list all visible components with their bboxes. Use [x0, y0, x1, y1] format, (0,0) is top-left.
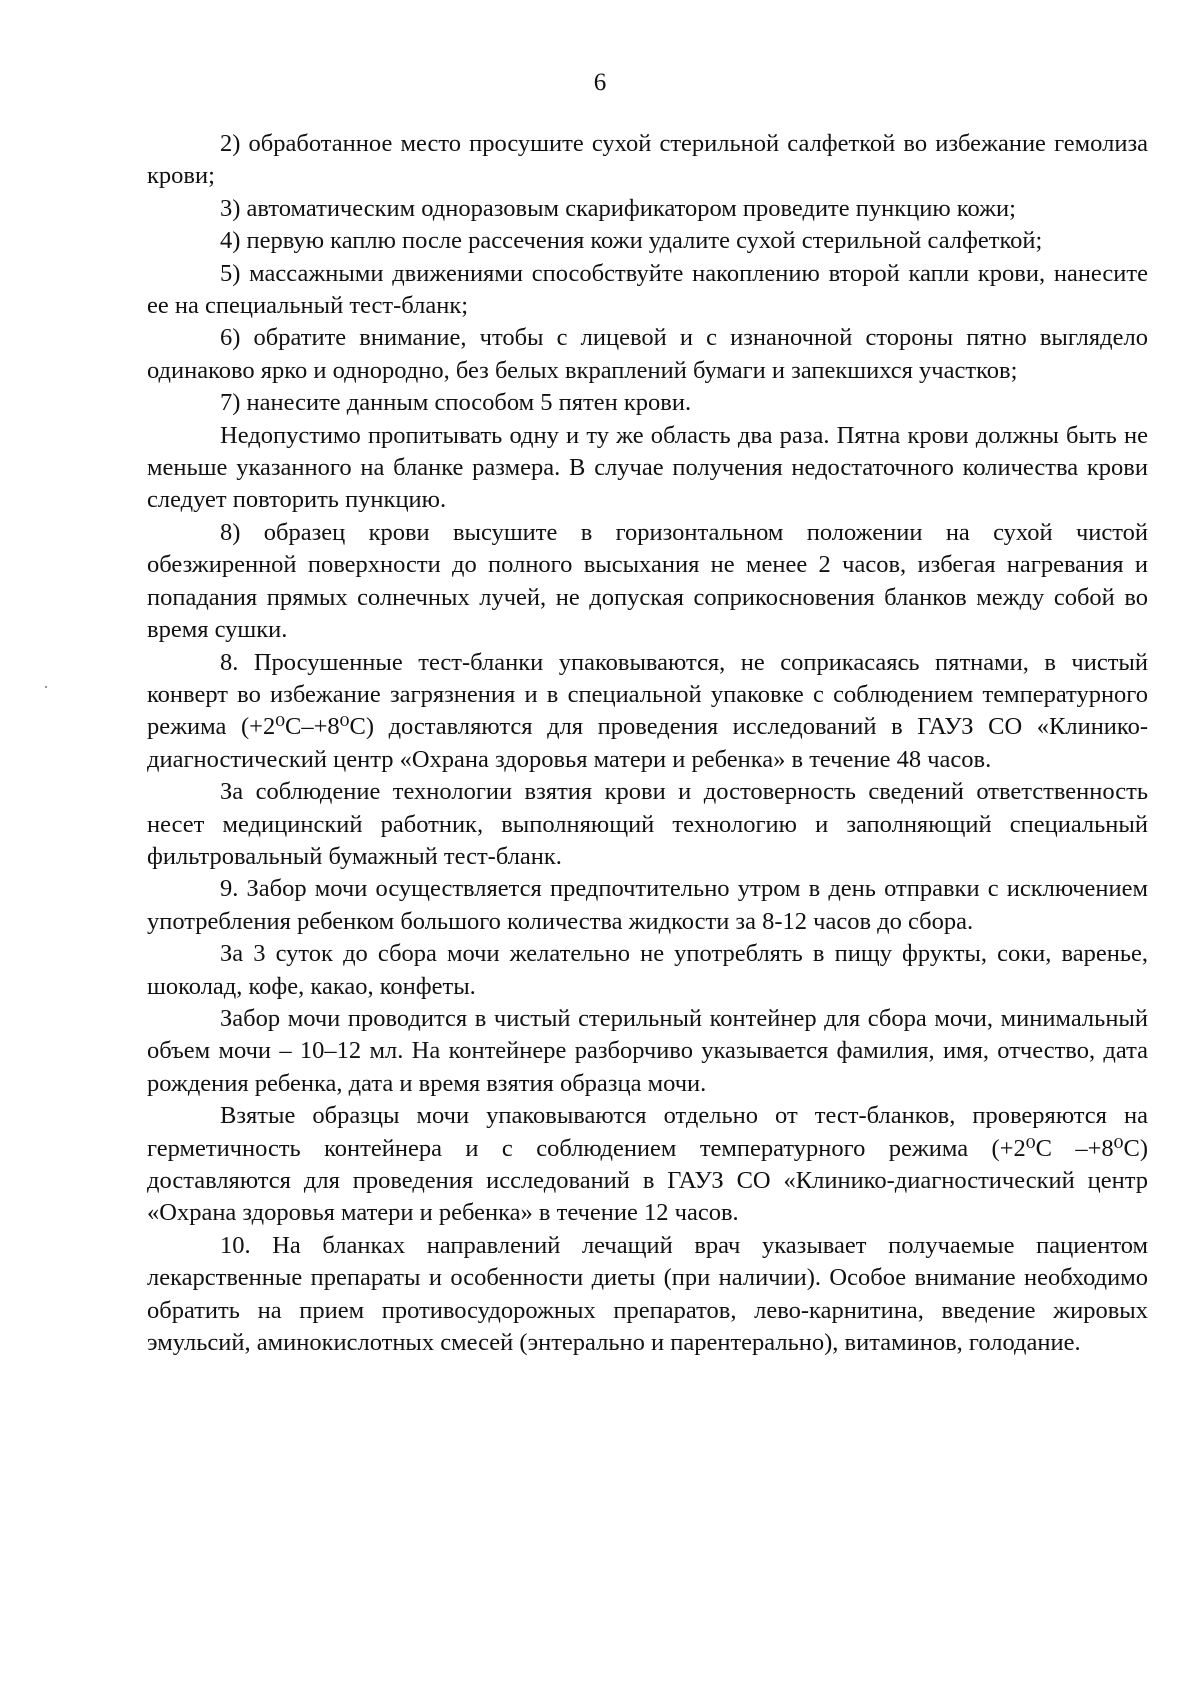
document-body: [147, 128, 1148, 1359]
paragraph-diet-note: За 3 суток до сбора мочи желательно не употреблять в пищу фрукты, соки, варенье, шоколад, кофе, какао, конфеты.: [147, 940, 1148, 1000]
paragraph-item-8-drying: 8) образец крови высушите в горизонтальном положении на сухой чистой обезжиренной поверхности до полного высыхания не менее 2 часов, избегая нагревания и попадания прямых солнечных лучей, не допуская соприкосновения бланков между собой во время сушки.: [147, 518, 1148, 644]
page-number: 6: [593, 69, 607, 96]
paragraph-item-6: 6) обратите внимание, чтобы с лицевой и с изнаночной стороны пятно выглядело одинаково ярко и однородно, без белых вкраплений бумаги и запекшихся участков;: [147, 324, 1148, 384]
paragraph-item-7: 7) нанесите данным способом 5 пятен крови.: [220, 389, 692, 417]
paragraph-item-4: 4) первую каплю после рассечения кожи удалите сухой стерильной салфеткой;: [220, 227, 1043, 255]
paragraph-section-8: 8. Просушенные тест-бланки упаковываются, не соприкасаясь пятнами, в чистый конверт во избежание загрязнения и в специальной упаковке с соблюдением температурного режима (+2⁰С–+8⁰С) доставляются для проведения исследований в ГАУЗ СО «Клинико-диагностический центр «Охрана здоровья матери и ребенка» в течение 48 часов.: [147, 648, 1148, 773]
paragraph-urine-transport: Взятые образцы мочи упаковываются отдельно от тест-бланков, проверяются на герметичность контейнера и с соблюдением температурного режима (+2⁰С –+8⁰С) доставляются для проведения исследований в ГАУЗ СО «Клинико-диагностический центр «Охрана здоровья матери и ребенка» в течение 12 часов.: [147, 1102, 1148, 1227]
paragraph-responsibility: За соблюдение технологии взятия крови и достоверность сведений ответственность несет медицинский работник, выполняющий технологию и заполняющий специальный фильтровальный бумажный тест-бланк.: [147, 778, 1148, 870]
paragraph-item-2: 2) обработанное место просушите сухой стерильной салфеткой во избежание гемолиза крови;: [147, 130, 1148, 190]
paragraph-blood-spot-note: Недопустимо пропитывать одну и ту же область два раза. Пятна крови должны быть не меньше указанного на бланке размера. В случае получения недостаточного количества крови следует повторить пункцию.: [147, 421, 1148, 514]
paragraph-item-5: 5) массажными движениями способствуйте накоплению второй капли крови, нанесите ее на специальный тест-бланк;: [147, 259, 1148, 320]
paragraph-section-10: 10. На бланках направлений лечащий врач указывает получаемые пациентом лекарственные препараты и особенности диеты (при наличии). Особое внимание необходимо обратить на прием противосудорожных препаратов, лево-карнитина, введение жировых эмульсий, аминокислотных смесей (энтерально и парентерально), витаминов, голодание.: [147, 1231, 1148, 1357]
paragraph-section-9: 9. Забор мочи осуществляется предпочтительно утром в день отправки с исключением употребления ребенком большого количества жидкости за 8-12 часов до сбора.: [147, 875, 1148, 935]
scan-speck: [45, 686, 47, 688]
paragraph-urine-collection: Забор мочи проводится в чистый стерильный контейнер для сбора мочи, минимальный объем мочи – 10–12 мл. На контейнере разборчиво указывается фамилия, имя, отчество, дата рождения ребенка, дата и время взятия образца мочи.: [147, 1004, 1148, 1097]
paragraph-item-3: 3) автоматическим одноразовым скарификатором проведите пункцию кожи;: [220, 194, 1016, 222]
